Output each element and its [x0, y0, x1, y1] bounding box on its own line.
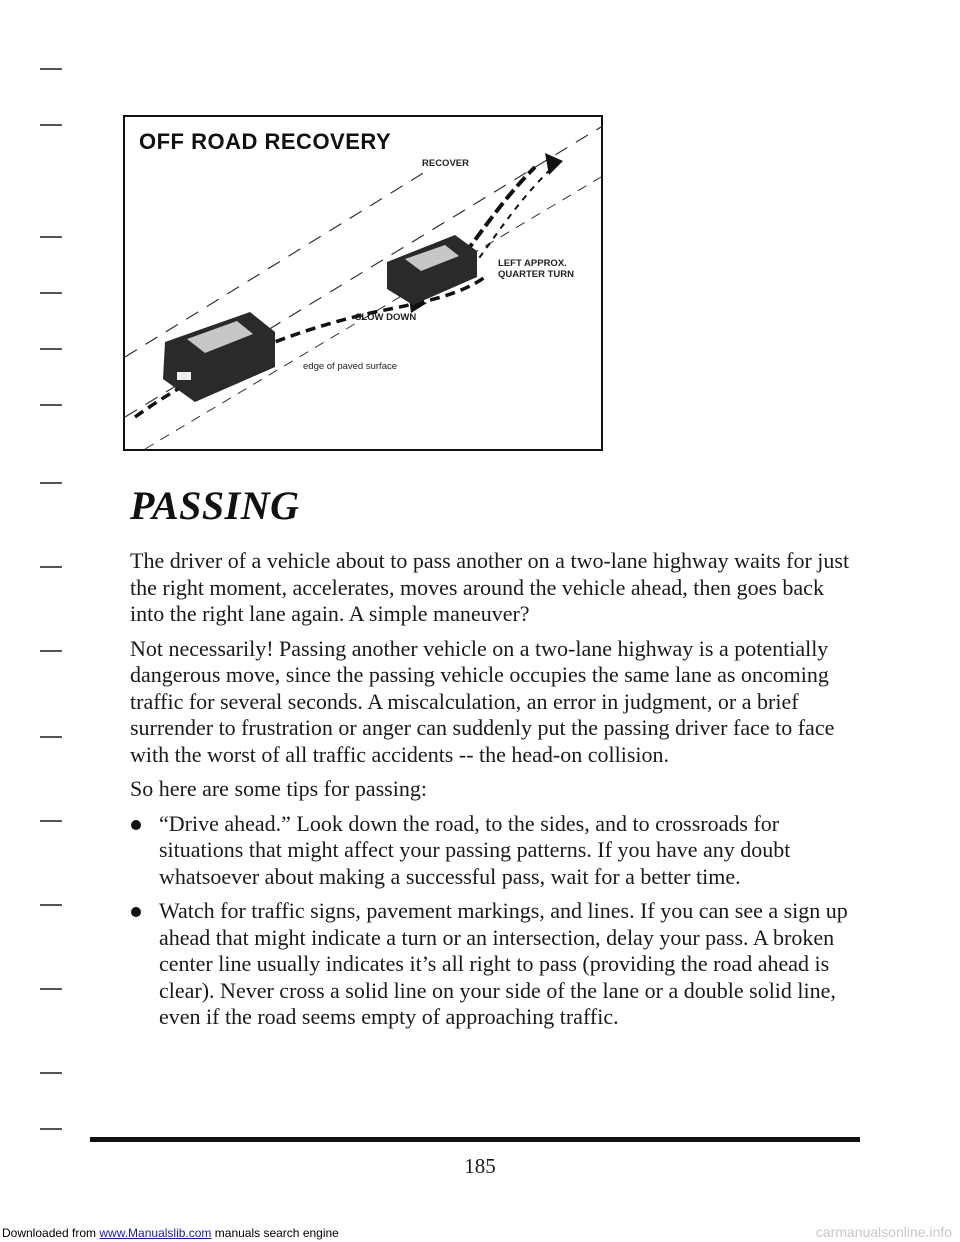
section-title: PASSING	[130, 483, 300, 528]
bullet-icon	[131, 907, 141, 917]
slow-down-label: SLOW DOWN	[355, 312, 417, 323]
car-icon	[163, 312, 275, 402]
car-icon	[387, 235, 477, 305]
watermark: carmanualsonline.info	[815, 1224, 952, 1240]
paragraph: Not necessarily! Passing another vehicle on a two-lane highway is a potentially dangerous move, since the passing vehicle occupies the same lane as oncoming traffic for several seconds. A miscalculation, an error in judgment, or a brief surrender to frustration or anger can suddenly put the passing driver face to face with the worst of all traffic accidents -- the head-on collision.	[130, 635, 835, 767]
road-illustration	[125, 117, 601, 449]
paragraph: The driver of a vehicle about to pass another on a two-lane highway waits for just the right moment, accelerates, moves around the vehicle ahead, then goes back into the right lane again. A simple maneuver?	[130, 548, 850, 626]
margin-mark	[40, 124, 62, 126]
margin-mark	[40, 236, 62, 238]
off-road-recovery-figure	[123, 115, 603, 451]
figure-title: OFF ROAD RECOVERY	[139, 129, 392, 154]
list-item-text: “Drive ahead.” Look down the road, to the sides, and to crossroads for situations that might affect your passing patterns. If you have any doubt whatsoever about making a successful pass, wait for a better time.	[159, 810, 791, 889]
bullet-icon	[131, 820, 141, 830]
download-note	[2, 1226, 339, 1240]
left-turn-label-line: LEFT APPROX.	[498, 258, 567, 269]
margin-mark	[40, 404, 62, 406]
list-item	[130, 898, 860, 1031]
edge-label: edge of paved surface	[303, 361, 398, 372]
body-text	[130, 548, 860, 1039]
margin-mark	[40, 988, 62, 990]
page-number: 185	[464, 1154, 496, 1178]
recover-label: RECOVER	[422, 158, 469, 169]
manualslib-link[interactable]: www.Manualslib.com	[99, 1226, 212, 1240]
margin-mark	[40, 348, 62, 350]
margin-mark	[40, 566, 62, 568]
margin-mark	[40, 736, 62, 738]
list-item	[130, 811, 860, 891]
margin-mark	[40, 482, 62, 484]
download-note-suffix: manuals search engine	[211, 1226, 339, 1240]
margin-mark	[40, 1072, 62, 1074]
margin-mark	[40, 292, 62, 294]
margin-mark	[40, 650, 62, 652]
margin-mark	[40, 820, 62, 822]
list-item-text: Watch for traffic signs, pavement markings, and lines. If you can see a sign up ahead that might indicate a turn or an intersection, delay your pass. A broken center line usually indicates it’s all right to pass (providing the road ahead is clear). Never cross a solid line on your side of the lane or a double solid line, even if the road seems empty of approaching traffic.	[159, 898, 848, 1029]
left-turn-label	[498, 258, 574, 280]
road-edge-line	[125, 172, 425, 357]
margin-mark	[40, 68, 62, 70]
tips-list	[130, 811, 860, 1031]
margin-marks	[0, 0, 90, 1242]
left-turn-label-line: QUARTER TURN	[498, 269, 574, 280]
download-note-prefix: Downloaded from	[2, 1226, 100, 1240]
margin-mark	[40, 1128, 62, 1130]
paragraph: So here are some tips for passing:	[130, 776, 427, 801]
margin-mark	[40, 904, 62, 906]
footer-rule	[90, 1137, 860, 1142]
